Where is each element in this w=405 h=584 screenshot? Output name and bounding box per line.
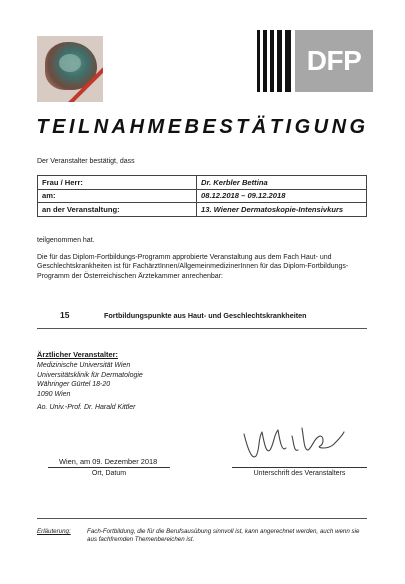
dfp-bar xyxy=(285,30,291,92)
points-label: Fortbildungspunkte aus Haut- und Geschlechtskrankheiten xyxy=(104,311,307,320)
participant-table xyxy=(37,175,367,217)
address-line: Medizinische Universität Wien xyxy=(37,362,131,369)
intro-text: Der Veranstalter bestätigt, dass xyxy=(37,158,135,165)
approval-paragraph: Die für das Diplom-Fortbildungs-Programm approbierte Veranstaltung aus dem Fach Haut- und Geschlechtskrankheiten ist für FachärztInnen/AllgemeinmedizinerInnen für das Diplom-Fortbildungs-Programm der Österreichischen Ärztekammer anrechenbar: xyxy=(37,254,349,280)
table-row xyxy=(38,203,367,217)
footnote-label: Erläuterung: xyxy=(37,528,71,535)
organizer-heading: Ärztlicher Veranstalter: xyxy=(37,350,118,359)
place-date-caption: Ort, Datum xyxy=(91,470,127,477)
organizer-logo xyxy=(37,36,103,102)
signature-caption: Unterschrift des Veranstalters xyxy=(253,470,346,477)
dfp-bar xyxy=(263,30,267,92)
signature-line xyxy=(48,467,170,468)
place-date: Wien, am 09. Dezember 2018 xyxy=(59,457,158,466)
points-value: 15 xyxy=(60,310,70,320)
organizer-address xyxy=(37,361,143,413)
handwritten-signature xyxy=(238,420,348,466)
dfp-text: DFP xyxy=(306,45,362,76)
address-line: Währinger Gürtel 18-20 xyxy=(37,381,111,388)
footnote-text: Fach-Fortbildung, die für die Berufsausübung sinnvoll ist, kann angerechnet werden, auch wenn sie aus fachfremden Themenbereichen ist. xyxy=(87,528,360,544)
footer-divider xyxy=(37,518,367,519)
event-label: an der Veranstaltung: xyxy=(38,203,197,217)
participant-name-value: Dr. Kerbler Bettina xyxy=(197,176,367,190)
dfp-logo xyxy=(257,30,373,92)
date-value: 08.12.2018 – 09.12.2018 xyxy=(197,189,367,203)
organizer-contact: Ao. Univ.-Prof. Dr. Harald Kittler xyxy=(37,404,136,411)
dfp-bar xyxy=(270,30,274,92)
dermatoscopy-highlight xyxy=(59,54,81,72)
signature-line xyxy=(232,467,367,468)
participant-name-label: Frau / Herr: xyxy=(38,176,197,190)
address-line: 1090 Wien xyxy=(37,390,71,398)
participated-text: teilgenommen hat. xyxy=(37,237,95,244)
divider xyxy=(37,328,367,329)
dfp-bar xyxy=(277,30,282,92)
dfp-bar xyxy=(257,30,260,92)
document-title: TEILNAHMEBESTÄTIGUNG xyxy=(36,116,369,138)
table-row xyxy=(38,176,367,190)
address-line: Universitätsklinik für Dermatologie xyxy=(37,371,143,379)
table-row xyxy=(38,189,367,203)
event-value: 13. Wiener Dermatoskopie-Intensivkurs xyxy=(197,203,367,217)
date-label: am: xyxy=(38,189,197,203)
